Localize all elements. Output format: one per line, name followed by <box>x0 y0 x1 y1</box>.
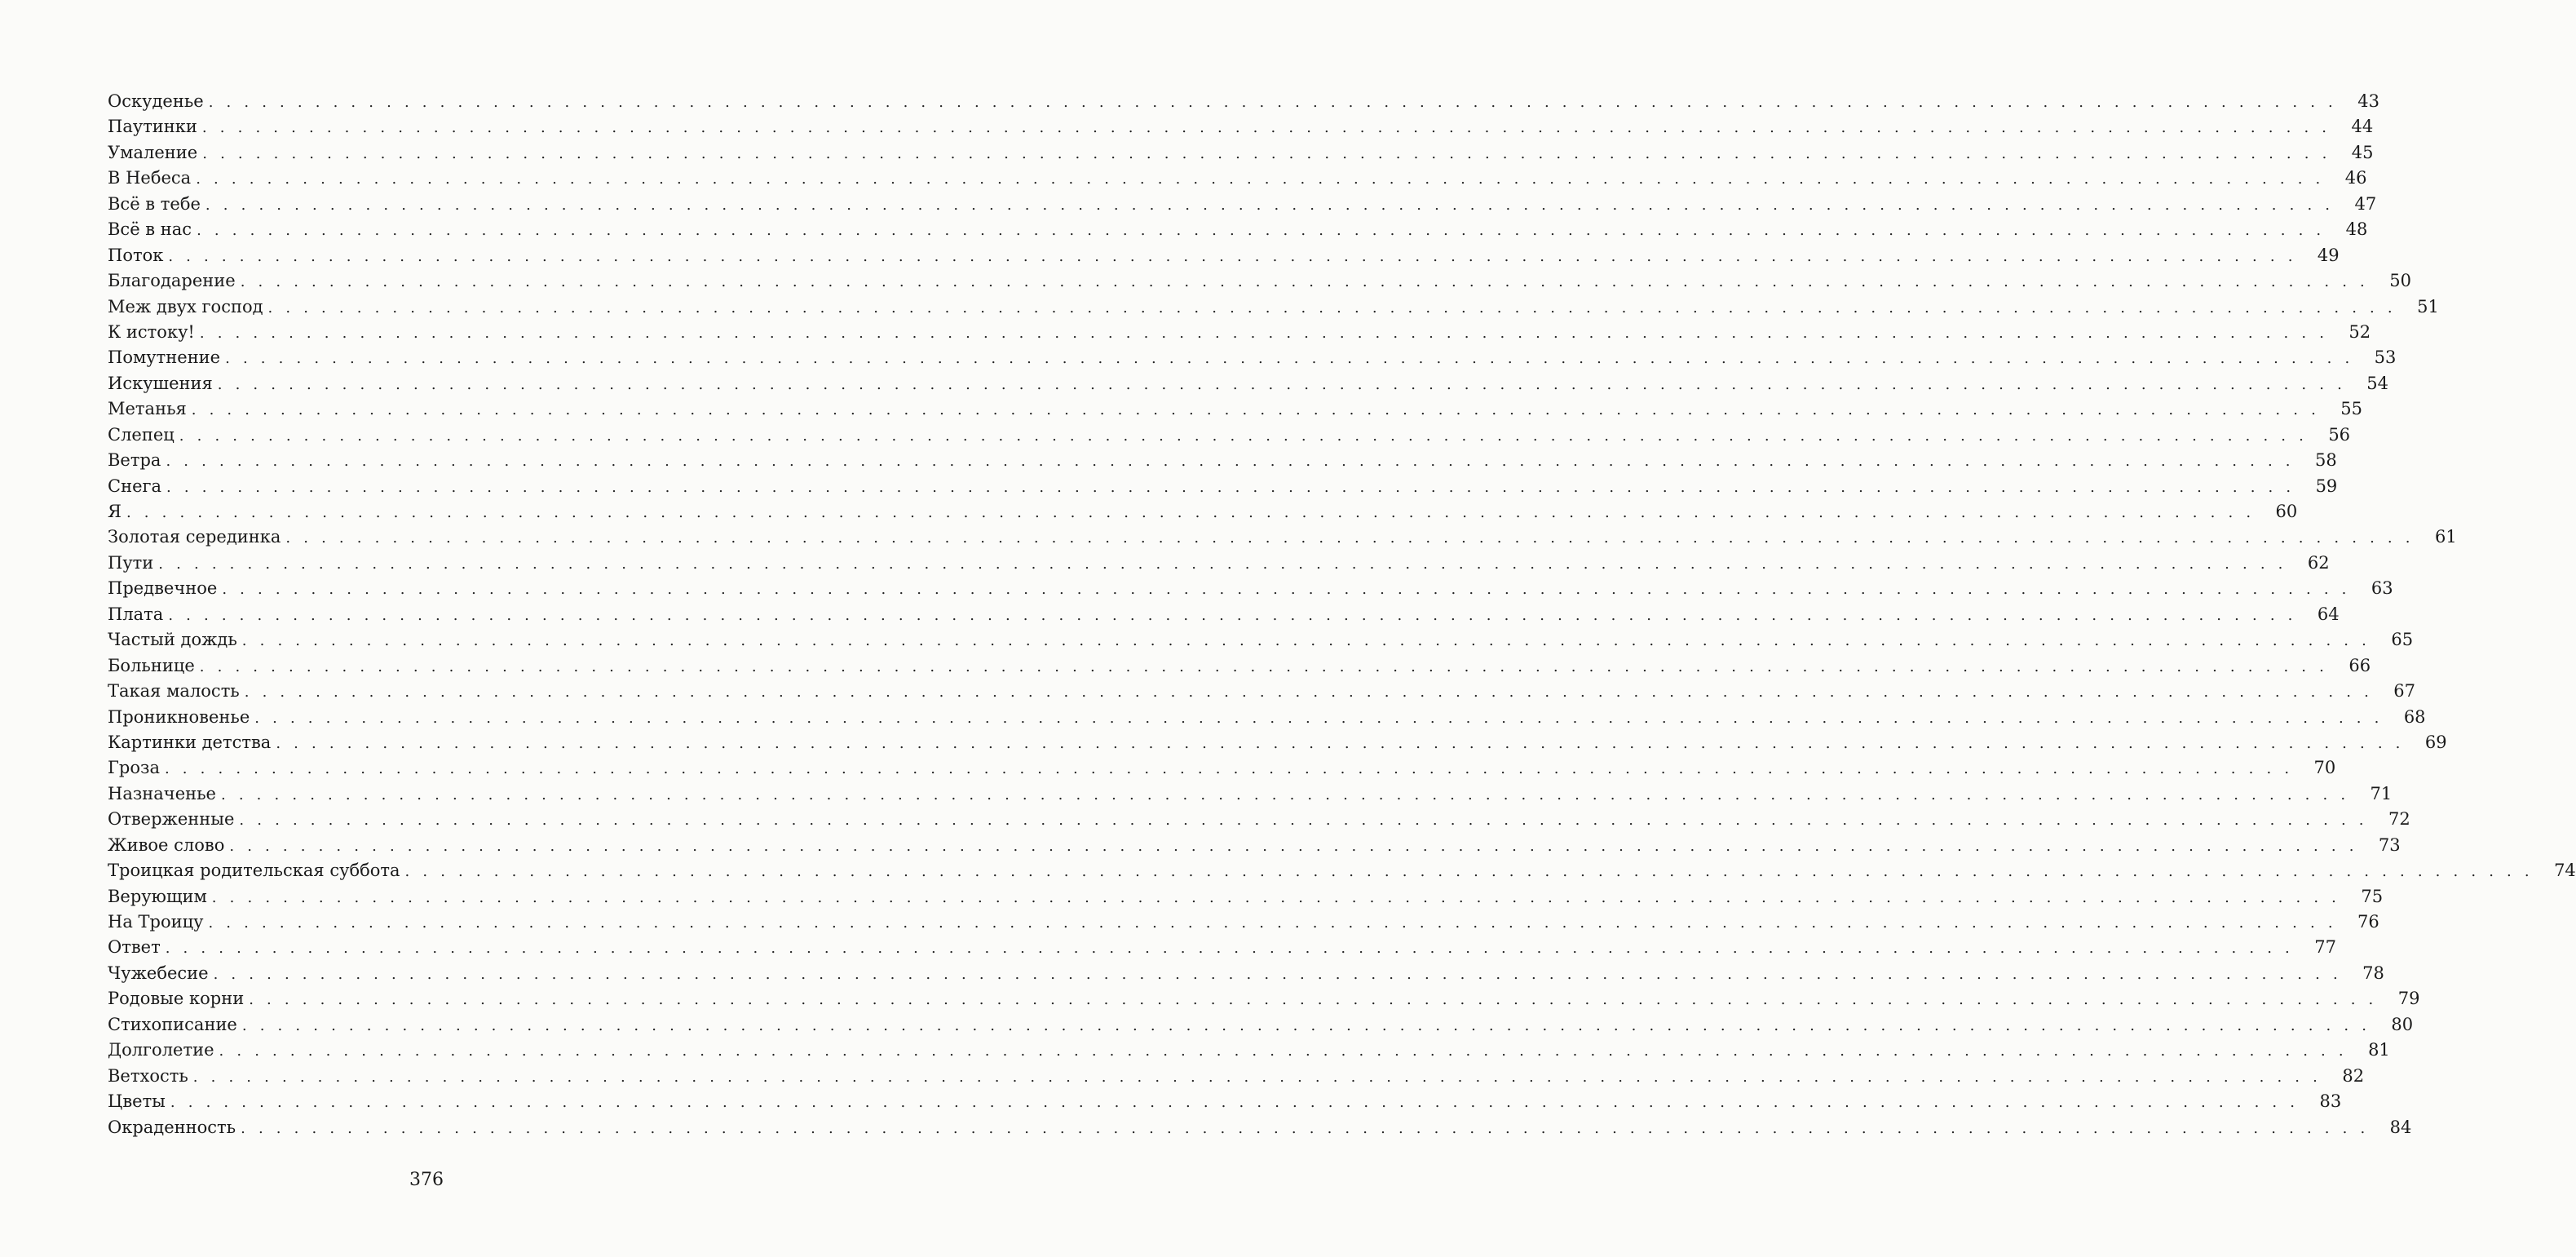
dot-leader: . . . . . . . . . . . . . . . . . . . . . . . . . . . . . . . . . . . . . . . . . . . . . . . . . . . . . . . . . . . . . . . . . . . . . . . . . . . . . . . . . . . . . . . . . . . . . . . . . . . . . . . . . . . . . . . . . . . . . . . . <box>192 1068 2322 1086</box>
dot-leader: . . . . . . . . . . . . . . . . . . . . . . . . . . . . . . . . . . . . . . . . . . . . . . . . . . . . . . . . . . . . . . . . . . . . . . . . . . . . . . . . . . . . . . . . . . . . . . . . . . . . . . . . . . . . . . . . . . . . . . . . <box>240 273 2369 291</box>
toc-entry-title: Предвечное <box>108 578 218 599</box>
toc-entry <box>108 679 2416 704</box>
toc-entry-page: 77 <box>2314 937 2336 958</box>
toc-entry-page: 46 <box>2344 168 2367 188</box>
toc-entry <box>108 576 2393 601</box>
toc-entry <box>108 423 2351 448</box>
toc-entry-page: 64 <box>2317 604 2340 624</box>
dot-leader: . . . . . . . . . . . . . . . . . . . . . . . . . . . . . . . . . . . . . . . . . . . . . . . . . . . . . . . . . . . . . . . . . . . . . . . . . . . . . . . . . . . . . . . . . . . . . . . . . . . . . . . . . . . . . . . . . . . . . . . . <box>208 94 2337 111</box>
dot-leader: . . . . . . . . . . . . . . . . . . . . . . . . . . . . . . . . . . . . . . . . . . . . . . . . . . . . . . . . . . . . . . . . . . . . . . . . . . . . . . . . . . . . . . . . . . . . . . . . . . . . . . . . . . . . . . . . . . . . . . . . <box>244 684 2374 702</box>
toc-entry-title: Меж двух господ <box>108 296 263 316</box>
dot-leader: . . . . . . . . . . . . . . . . . . . . . . . . . . . . . . . . . . . . . . . . . . . . . . . . . . . . . . . . . . . . . . . . . . . . . . . . . . . . . . . . . . . . . . . . . . . . . . . . . . . . . . . . . . . . . . . . . . . . . . . . <box>241 1016 2371 1034</box>
toc-entry-page: 83 <box>2319 1091 2342 1112</box>
dot-leader: . . . . . . . . . . . . . . . . . . . . . . . . . . . . . . . . . . . . . . . . . . . . . . . . . . . . . . . . . . . . . . . . . . . . . . . . . . . . . . . . . . . . . . . . . . . . . . . . . . . . . . . . . . . . . . . . . . . . . . . . <box>225 350 2354 368</box>
dot-leader: . . . . . . . . . . . . . . . . . . . . . . . . . . . . . . . . . . . . . . . . . . . . . . . . . . . . . . . . . . . . . . . . . . . . . . . . . . . . . . . . . . . . . . . . . . . . . . . . . . . . . . . . . . . . . . . . . . . . . . . . <box>217 375 2347 393</box>
dot-leader: . . . . . . . . . . . . . . . . . . . . . . . . . . . . . . . . . . . . . . . . . . . . . . . . . . . . . . . . . . . . . . . . . . . . . . . . . . . . . . . . . . . . . . . . . . . . . . . . . . . . . . . . . . . . . . . . . . . . . . . . <box>168 247 2297 265</box>
dot-leader: . . . . . . . . . . . . . . . . . . . . . . . . . . . . . . . . . . . . . . . . . . . . . . . . . . . . . . . . . . . . . . . . . . . . . . . . . . . . . . . . . . . . . . . . . . . . . . . . . . . . . . . . . . . . . . . . . . . . . . . . <box>229 837 2358 855</box>
toc-entry <box>108 935 2336 960</box>
dot-leader: . . . . . . . . . . . . . . . . . . . . . . . . . . . . . . . . . . . . . . . . . . . . . . . . . . . . . . . . . . . . . . . . . . . . . . . . . . . . . . . . . . . . . . . . . . . . . . . . . . . . . . . . . . . . . . . . . . . . . . . . <box>191 401 2321 419</box>
dot-leader: . . . . . . . . . . . . . . . . . . . . . . . . . . . . . . . . . . . . . . . . . . . . . . . . . . . . . . . . . . . . . . . . . . . . . . . . . . . . . . . . . . . . . . . . . . . . . . . . . . . . . . . . . . . . . . . . . . . . . . . . <box>276 734 2405 752</box>
dot-leader: . . . . . . . . . . . . . . . . . . . . . . . . . . . . . . . . . . . . . . . . . . . . . . . . . . . . . . . . . . . . . . . . . . . . . . . . . . . . . . . . . . . . . . . . . . . . . . . . . . . . . . . . . . . . . . . . . . . . . . . . <box>254 709 2384 727</box>
toc-entry-page: 56 <box>2328 424 2351 445</box>
toc-entry-title: Верующим <box>108 886 207 906</box>
toc-entry <box>108 1115 2412 1140</box>
toc-entry-title: Окраденность <box>108 1117 236 1137</box>
toc-entry-title: Умаление <box>108 142 198 162</box>
toc-entry-title: Золотая серединка <box>108 527 281 547</box>
toc-entry-page: 59 <box>2315 476 2338 496</box>
toc-entry <box>108 1012 2414 1038</box>
toc-entry <box>108 1089 2342 1114</box>
toc-entry <box>108 474 2338 499</box>
toc-entry-title: Метанья <box>108 399 187 419</box>
toc-entry <box>108 1064 2365 1089</box>
toc-entry <box>108 217 2368 242</box>
toc-entry <box>108 961 2384 986</box>
toc-entry <box>108 320 2371 345</box>
toc-entry <box>108 910 2379 935</box>
toc-entry-title: Всё в тебе <box>108 193 201 214</box>
dot-leader: . . . . . . . . . . . . . . . . . . . . . . . . . . . . . . . . . . . . . . . . . . . . . . . . . . . . . . . . . . . . . . . . . . . . . . . . . . . . . . . . . . . . . . . . . . . . . . . . . . . . . . . . . . . . . . . . . . . . . . . . <box>166 453 2295 471</box>
toc-entry-page: 65 <box>2391 630 2414 650</box>
toc-entry-title: Такая малость <box>108 681 240 702</box>
toc-entry-title: Цветы <box>108 1091 166 1112</box>
dot-leader: . . . . . . . . . . . . . . . . . . . . . . . . . . . . . . . . . . . . . . . . . . . . . . . . . . . . . . . . . . . . . . . . . . . . . . . . . . . . . . . . . . . . . . . . . . . . . . . . . . . . . . . . . . . . . . . . . . . . . . . . <box>170 1094 2300 1112</box>
toc-entry-title: На Троицу <box>108 912 204 932</box>
dot-leader: . . . . . . . . . . . . . . . . . . . . . . . . . . . . . . . . . . . . . . . . . . . . . . . . . . . . . . . . . . . . . . . . . . . . . . . . . . . . . . . . . . . . . . . . . . . . . . . . . . . . . . . . . . . . . . . . . . . . . . . . <box>202 144 2331 162</box>
toc-entry <box>108 268 2411 294</box>
toc-entry-title: Ветра <box>108 450 161 471</box>
toc-entry-title: Искушения <box>108 373 213 393</box>
toc-entry-title: Троицкая родительская суббота <box>108 861 400 881</box>
toc-entry-page: 43 <box>2357 91 2379 111</box>
dot-leader: . . . . . . . . . . . . . . . . . . . . . . . . . . . . . . . . . . . . . . . . . . . . . . . . . . . . . . . . . . . . . . . . . . . . . . . . . . . . . . . . . . . . . . . . . . . . . . . . . . . . . . . . . . . . . . . . . . . . . . . . <box>196 170 2325 188</box>
dot-leader: . . . . . . . . . . . . . . . . . . . . . . . . . . . . . . . . . . . . . . . . . . . . . . . . . . . . . . . . . . . . . . . . . . . . . . . . . . . . . . . . . . . . . . . . . . . . . . . . . . . . . . . . . . . . . . . . . . . . . . . . <box>211 888 2341 906</box>
toc-entry-title: Снега <box>108 476 162 496</box>
toc-entry-page: 54 <box>2366 373 2389 393</box>
toc-entry-page: 73 <box>2378 834 2401 855</box>
toc-entry-title: Отверженные <box>108 809 235 830</box>
toc-entry <box>108 884 2384 910</box>
dot-leader: . . . . . . . . . . . . . . . . . . . . . . . . . . . . . . . . . . . . . . . . . . . . . . . . . . . . . . . . . . . . . . . . . . . . . . . . . . . . . . . . . . . . . . . . . . . . . . . . . . . . . . . . . . . . . . . . . . . . . . . . <box>201 119 2331 137</box>
dot-leader: . . . . . . . . . . . . . . . . . . . . . . . . . . . . . . . . . . . . . . . . . . . . . . . . . . . . . . . . . . . . . . . . . . . . . . . . . . . . . . . . . . . . . . . . . . . . . . . . . . . . . . . . . . . . . . . . . . . . . . . . <box>267 299 2397 316</box>
toc-entry-page: 72 <box>2388 809 2410 830</box>
toc-entry <box>108 755 2336 781</box>
toc-entry <box>108 294 2439 320</box>
dot-leader: . . . . . . . . . . . . . . . . . . . . . . . . . . . . . . . . . . . . . . . . . . . . . . . . . . . . . . . . . . . . . . . . . . . . . . . . . . . . . . . . . . . . . . . . . . . . . . . . . . . . . . . . . . . . . . . . . . . . . . . . <box>205 196 2335 214</box>
toc-entry-page: 49 <box>2317 245 2340 265</box>
toc-entry-title: Оскуденье <box>108 91 204 111</box>
dot-leader: . . . . . . . . . . . . . . . . . . . . . . . . . . . . . . . . . . . . . . . . . . . . . . . . . . . . . . . . . . . . . . . . . . . . . . . . . . . . . . . . . . . . . . . . . . . . . . . . . . . . . . . . . . . . . . . . . . . . . . . . <box>241 1119 2370 1137</box>
toc-entry-page: 68 <box>2403 706 2426 727</box>
toc-entry-page: 69 <box>2424 732 2447 752</box>
toc-entry <box>108 653 2371 679</box>
toc-entry-title: Долголетие <box>108 1040 214 1060</box>
toc-entry <box>108 448 2337 473</box>
toc-entry <box>108 781 2393 807</box>
toc-entry-page: 70 <box>2313 758 2336 778</box>
toc-entry <box>108 524 2457 550</box>
toc-entry-title: Больнице <box>108 655 195 675</box>
toc-entry-page: 80 <box>2391 1014 2414 1034</box>
dot-leader: . . . . . . . . . . . . . . . . . . . . . . . . . . . . . . . . . . . . . . . . . . . . . . . . . . . . . . . . . . . . . . . . . . . . . . . . . . . . . . . . . . . . . . . . . . . . . . . . . . . . . . . . . . . . . . . . . . . . . . . . <box>213 965 2342 983</box>
toc-entry-page: 53 <box>2374 347 2397 368</box>
dot-leader: . . . . . . . . . . . . . . . . . . . . . . . . . . . . . . . . . . . . . . . . . . . . . . . . . . . . . . . . . . . . . . . . . . . . . . . . . . . . . . . . . . . . . . . . . . . . . . . . . . . . . . . . . . . . . . . . . . . . . . . . <box>219 1042 2348 1060</box>
toc-entry <box>108 833 2401 858</box>
toc-entry <box>108 627 2414 653</box>
toc-entry-page: 67 <box>2393 681 2416 702</box>
toc-entry-page: 66 <box>2348 655 2371 675</box>
toc-entry-title: Родовые корни <box>108 989 245 1009</box>
toc-entry-page: 79 <box>2397 989 2420 1009</box>
toc-entry-page: 51 <box>2417 296 2439 316</box>
toc-entry-page: 74 <box>2554 861 2576 881</box>
toc-entry-page: 78 <box>2362 963 2384 983</box>
toc-entry <box>108 396 2363 422</box>
toc-entry-page: 81 <box>2368 1040 2390 1060</box>
toc-entry-title: Гроза <box>108 758 160 778</box>
dot-leader: . . . . . . . . . . . . . . . . . . . . . . . . . . . . . . . . . . . . . . . . . . . . . . . . . . . . . . . . . . . . . . . . . . . . . . . . . . . . . . . . . . . . . . . . . . . . . . . . . . . . . . . . . . . . . . . . . . . . . . . . <box>239 812 2368 830</box>
toc-entry <box>108 345 2397 370</box>
toc-entry-title: В Небеса <box>108 168 192 188</box>
page-number: 376 <box>409 1170 444 1190</box>
table-of-contents <box>108 89 2576 1140</box>
toc-entry-title: Чужебесие <box>108 963 209 983</box>
toc-entry-title: Благодарение <box>108 271 236 291</box>
dot-leader: . . . . . . . . . . . . . . . . . . . . . . . . . . . . . . . . . . . . . . . . . . . . . . . . . . . . . . . . . . . . . . . . . . . . . . . . . . . . . . . . . . . . . . . . . . . . . . . . . . . . . . . . . . . . . . . . . . . . . . . . <box>199 657 2329 675</box>
toc-entry <box>108 243 2340 268</box>
toc-entry-title: Всё в нас <box>108 219 192 240</box>
toc-entry <box>108 140 2374 166</box>
toc-entry-page: 71 <box>2370 783 2393 803</box>
toc-entry-page: 75 <box>2361 886 2384 906</box>
toc-entry <box>108 192 2377 217</box>
toc-entry-page: 82 <box>2342 1065 2365 1086</box>
toc-entry-page: 60 <box>2275 502 2298 521</box>
toc-entry-title: Живое слово <box>108 834 225 855</box>
toc-entry-title: Поток <box>108 245 164 265</box>
toc-entry-title: Стихописание <box>108 1014 237 1034</box>
toc-entry-title: Проникновенье <box>108 706 250 727</box>
toc-entry-title: Пути <box>108 552 154 573</box>
dot-leader: . . . . . . . . . . . . . . . . . . . . . . . . . . . . . . . . . . . . . . . . . . . . . . . . . . . . . . . . . . . . . . . . . . . . . . . . . . . . . . . . . . . . . . . . . . . . . . . . . . . . . . . . . . . . . . . . . . . . . . . . <box>166 478 2295 496</box>
dot-leader: . . . . . . . . . . . . . . . . . . . . . . . . . . . . . . . . . . . . . . . . . . . . . . . . . . . . . . . . . . . . . . . . . . . . . . . . . . . . . . . . . . . . . . . . . . . . . . . . . . . . . . . . . . . . . . . . . . . . . . . . <box>404 863 2534 881</box>
toc-entry-page: 44 <box>2351 117 2374 137</box>
toc-entry <box>108 986 2420 1011</box>
toc-entry-page: 84 <box>2389 1117 2412 1137</box>
dot-leader: . . . . . . . . . . . . . . . . . . . . . . . . . . . . . . . . . . . . . . . . . . . . . . . . . . . . . . . . . . . . . . . . . . . . . . . . . . . . . . . . . . . . . . . . . . . . . . . . . . . . . . . . . . . . . . . . . . . . . . . . <box>126 504 2256 521</box>
toc-entry <box>108 705 2426 730</box>
toc-entry-page: 47 <box>2354 193 2377 214</box>
dot-leader: . . . . . . . . . . . . . . . . . . . . . . . . . . . . . . . . . . . . . . . . . . . . . . . . . . . . . . . . . . . . . . . . . . . . . . . . . . . . . . . . . . . . . . . . . . . . . . . . . . . . . . . . . . . . . . . . . . . . . . . . <box>249 991 2378 1009</box>
toc-entry-page: 61 <box>2434 527 2457 547</box>
toc-entry <box>108 499 2298 524</box>
dot-leader: . . . . . . . . . . . . . . . . . . . . . . . . . . . . . . . . . . . . . . . . . . . . . . . . . . . . . . . . . . . . . . . . . . . . . . . . . . . . . . . . . . . . . . . . . . . . . . . . . . . . . . . . . . . . . . . . . . . . . . . . <box>241 632 2371 650</box>
toc-entry-title: Я <box>108 502 122 521</box>
toc-entry <box>108 730 2447 755</box>
toc-entry <box>108 1038 2390 1063</box>
toc-entry-title: К истоку! <box>108 321 195 342</box>
toc-entry-page: 63 <box>2371 578 2393 599</box>
toc-entry-title: Назначенье <box>108 783 216 803</box>
toc-entry-page: 52 <box>2348 321 2371 342</box>
toc-entry <box>108 602 2340 627</box>
toc-entry <box>108 807 2410 832</box>
toc-entry <box>108 114 2374 139</box>
toc-entry-title: Частый дождь <box>108 630 237 650</box>
dot-leader: . . . . . . . . . . . . . . . . . . . . . . . . . . . . . . . . . . . . . . . . . . . . . . . . . . . . . . . . . . . . . . . . . . . . . . . . . . . . . . . . . . . . . . . . . . . . . . . . . . . . . . . . . . . . . . . . . . . . . . . . <box>179 427 2309 445</box>
dot-leader: . . . . . . . . . . . . . . . . . . . . . . . . . . . . . . . . . . . . . . . . . . . . . . . . . . . . . . . . . . . . . . . . . . . . . . . . . . . . . . . . . . . . . . . . . . . . . . . . . . . . . . . . . . . . . . . . . . . . . . . . <box>199 324 2329 342</box>
toc-entry-page: 58 <box>2315 450 2337 471</box>
toc-entry-page: 76 <box>2357 912 2379 932</box>
toc-entry <box>108 89 2379 114</box>
toc-entry <box>108 858 2576 883</box>
dot-leader: . . . . . . . . . . . . . . . . . . . . . . . . . . . . . . . . . . . . . . . . . . . . . . . . . . . . . . . . . . . . . . . . . . . . . . . . . . . . . . . . . . . . . . . . . . . . . . . . . . . . . . . . . . . . . . . . . . . . . . . . <box>285 529 2415 547</box>
dot-leader: . . . . . . . . . . . . . . . . . . . . . . . . . . . . . . . . . . . . . . . . . . . . . . . . . . . . . . . . . . . . . . . . . . . . . . . . . . . . . . . . . . . . . . . . . . . . . . . . . . . . . . . . . . . . . . . . . . . . . . . . <box>158 555 2287 573</box>
toc-entry-page: 48 <box>2345 219 2368 240</box>
toc-entry-title: Ветхость <box>108 1065 188 1086</box>
dot-leader: . . . . . . . . . . . . . . . . . . . . . . . . . . . . . . . . . . . . . . . . . . . . . . . . . . . . . . . . . . . . . . . . . . . . . . . . . . . . . . . . . . . . . . . . . . . . . . . . . . . . . . . . . . . . . . . . . . . . . . . . <box>197 222 2326 240</box>
toc-entry-page: 62 <box>2307 552 2330 573</box>
toc-entry <box>108 551 2330 576</box>
dot-leader: . . . . . . . . . . . . . . . . . . . . . . . . . . . . . . . . . . . . . . . . . . . . . . . . . . . . . . . . . . . . . . . . . . . . . . . . . . . . . . . . . . . . . . . . . . . . . . . . . . . . . . . . . . . . . . . . . . . . . . . . <box>220 786 2350 803</box>
toc-entry-title: Слепец <box>108 424 175 445</box>
toc-entry-title: Плата <box>108 604 164 624</box>
dot-leader: . . . . . . . . . . . . . . . . . . . . . . . . . . . . . . . . . . . . . . . . . . . . . . . . . . . . . . . . . . . . . . . . . . . . . . . . . . . . . . . . . . . . . . . . . . . . . . . . . . . . . . . . . . . . . . . . . . . . . . . . <box>208 914 2337 932</box>
toc-entry-page: 55 <box>2340 399 2363 419</box>
dot-leader: . . . . . . . . . . . . . . . . . . . . . . . . . . . . . . . . . . . . . . . . . . . . . . . . . . . . . . . . . . . . . . . . . . . . . . . . . . . . . . . . . . . . . . . . . . . . . . . . . . . . . . . . . . . . . . . . . . . . . . . . <box>164 760 2294 778</box>
toc-entry <box>108 166 2367 191</box>
dot-leader: . . . . . . . . . . . . . . . . . . . . . . . . . . . . . . . . . . . . . . . . . . . . . . . . . . . . . . . . . . . . . . . . . . . . . . . . . . . . . . . . . . . . . . . . . . . . . . . . . . . . . . . . . . . . . . . . . . . . . . . . <box>222 581 2351 599</box>
toc-entry-title: Картинки детства <box>108 732 272 752</box>
toc-entry-title: Ответ <box>108 937 161 958</box>
dot-leader: . . . . . . . . . . . . . . . . . . . . . . . . . . . . . . . . . . . . . . . . . . . . . . . . . . . . . . . . . . . . . . . . . . . . . . . . . . . . . . . . . . . . . . . . . . . . . . . . . . . . . . . . . . . . . . . . . . . . . . . . <box>165 940 2294 958</box>
toc-entry-title: Паутинки <box>108 117 197 137</box>
toc-entry-title: Помутнение <box>108 347 221 368</box>
toc-entry-page: 45 <box>2351 142 2374 162</box>
toc-entry <box>108 371 2389 396</box>
toc-entry-page: 50 <box>2389 271 2411 291</box>
dot-leader: . . . . . . . . . . . . . . . . . . . . . . . . . . . . . . . . . . . . . . . . . . . . . . . . . . . . . . . . . . . . . . . . . . . . . . . . . . . . . . . . . . . . . . . . . . . . . . . . . . . . . . . . . . . . . . . . . . . . . . . . <box>168 606 2297 624</box>
